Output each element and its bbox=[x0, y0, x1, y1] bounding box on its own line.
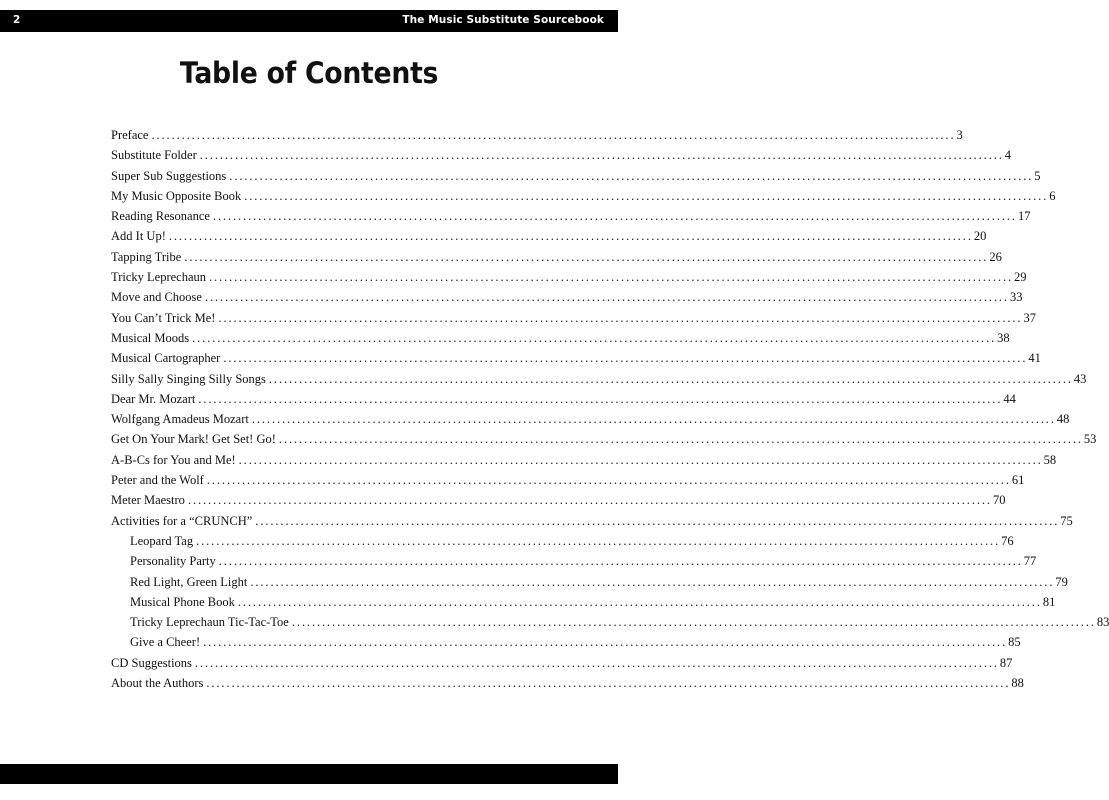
toc-entry[interactable] bbox=[111, 348, 1041, 368]
toc-entry[interactable] bbox=[111, 511, 1073, 531]
dot-leader: ................................................................................................................................................................ bbox=[218, 310, 1023, 325]
footer-bar bbox=[0, 764, 618, 784]
toc-entry[interactable] bbox=[111, 328, 1010, 348]
dot-leader: ................................................................................................................................................................ bbox=[244, 188, 1049, 203]
toc-entry[interactable] bbox=[111, 531, 1014, 551]
toc-entry-label: Give a Cheer! bbox=[130, 635, 201, 650]
toc-entry-page: 33 bbox=[1009, 290, 1023, 305]
dot-leader: ................................................................................................................................................................ bbox=[291, 615, 1096, 630]
toc-entry-label: Super Sub Suggestions bbox=[111, 168, 227, 183]
dot-leader: ................................................................................................................................................................ bbox=[206, 676, 1011, 691]
toc-entry-label: Move and Choose bbox=[111, 290, 202, 305]
toc-entry-label: A-B-Cs for You and Me! bbox=[111, 452, 236, 467]
toc-entry-page: 6 bbox=[1049, 188, 1056, 203]
toc-entry[interactable] bbox=[111, 409, 1070, 429]
toc-entry-page: 81 bbox=[1042, 594, 1056, 609]
table-of-contents bbox=[111, 125, 1109, 693]
toc-entry-label: Leopard Tag bbox=[130, 533, 194, 548]
toc-entry[interactable] bbox=[111, 450, 1057, 470]
header-bar bbox=[0, 10, 618, 32]
toc-entry-label: Wolfgang Amadeus Mozart bbox=[111, 412, 249, 427]
dot-leader: ................................................................................................................................................................ bbox=[194, 655, 999, 670]
toc-entry[interactable] bbox=[111, 572, 1068, 592]
toc-entry[interactable] bbox=[111, 226, 987, 246]
toc-entry[interactable] bbox=[111, 592, 1056, 612]
toc-entry-label: Preface bbox=[111, 128, 149, 142]
toc-entry-page: 20 bbox=[973, 229, 987, 244]
toc-entry-page: 79 bbox=[1055, 574, 1068, 589]
toc-entry-label: Get On Your Mark! Get Set! Go! bbox=[111, 432, 276, 447]
toc-entry[interactable] bbox=[111, 429, 1097, 449]
toc-entry[interactable] bbox=[111, 186, 1056, 206]
toc-entry-page: 58 bbox=[1043, 452, 1057, 467]
toc-entry[interactable] bbox=[111, 166, 1041, 186]
toc-entry-label: Musical Cartographer bbox=[111, 351, 221, 366]
toc-entry-label: My Music Opposite Book bbox=[111, 188, 242, 203]
toc-entry[interactable] bbox=[111, 125, 963, 145]
toc-entry-label: Silly Sally Singing Silly Songs bbox=[111, 371, 266, 386]
toc-entry-page: 4 bbox=[1004, 148, 1012, 163]
dot-leader: ................................................................................................................................................................ bbox=[196, 533, 1001, 548]
toc-entry-label: Substitute Folder bbox=[111, 148, 197, 163]
toc-entry-page: 76 bbox=[1001, 533, 1014, 548]
toc-entry-label: About the Authors bbox=[111, 676, 204, 691]
toc-entry-page: 61 bbox=[1011, 473, 1025, 488]
toc-entry-page: 26 bbox=[989, 249, 1002, 264]
dot-leader: ................................................................................................................................................................ bbox=[238, 452, 1043, 467]
toc-entry-page: 5 bbox=[1034, 168, 1041, 183]
toc-entry-page: 70 bbox=[992, 493, 1006, 508]
toc-entry[interactable] bbox=[111, 612, 1109, 632]
toc-entry-page: 43 bbox=[1073, 371, 1087, 386]
page-number: 2 bbox=[13, 14, 21, 26]
toc-entry-label: Tapping Tribe bbox=[111, 249, 182, 264]
toc-entry-page: 38 bbox=[997, 330, 1010, 345]
toc-entry-page: 53 bbox=[1083, 432, 1097, 447]
toc-entry-page: 87 bbox=[999, 655, 1013, 670]
toc-entry-page: 37 bbox=[1023, 310, 1036, 325]
dot-leader: ................................................................................................................................................................ bbox=[229, 168, 1034, 183]
toc-entry[interactable] bbox=[111, 287, 1023, 307]
toc-entry-label: Peter and the Wolf bbox=[111, 473, 204, 488]
toc-entry-label: Musical Moods bbox=[111, 330, 190, 345]
toc-entry-page: 44 bbox=[1003, 391, 1016, 406]
toc-entry-page: 77 bbox=[1023, 554, 1037, 569]
dot-leader: ................................................................................................................................................................ bbox=[184, 249, 989, 264]
toc-entry[interactable] bbox=[111, 653, 1013, 673]
toc-entry[interactable] bbox=[111, 490, 1006, 510]
toc-entry-label: Activities for a “CRUNCH” bbox=[111, 513, 253, 528]
dot-leader: ................................................................................................................................................................ bbox=[204, 290, 1009, 305]
dot-leader: ................................................................................................................................................................ bbox=[255, 513, 1060, 528]
toc-entry-page: 29 bbox=[1014, 270, 1027, 285]
toc-entry-label: CD Suggestions bbox=[111, 655, 192, 670]
toc-entry-page: 3 bbox=[956, 128, 963, 142]
toc-entry-label: Add It Up! bbox=[111, 229, 166, 244]
toc-entry-label: You Can’t Trick Me! bbox=[111, 310, 216, 325]
toc-entry[interactable] bbox=[111, 673, 1024, 693]
dot-leader: ................................................................................................................................................................ bbox=[250, 574, 1055, 589]
dot-leader: ................................................................................................................................................................ bbox=[223, 351, 1028, 366]
dot-leader: ................................................................................................................................................................ bbox=[199, 148, 1004, 163]
toc-entry-label: Tricky Leprechaun Tic-Tac-Toe bbox=[130, 615, 289, 630]
toc-entry-page: 83 bbox=[1096, 615, 1109, 630]
toc-entry[interactable] bbox=[111, 389, 1016, 409]
toc-entry[interactable] bbox=[111, 470, 1025, 490]
dot-leader: ................................................................................................................................................................ bbox=[206, 473, 1011, 488]
book-title: The Music Substitute Sourcebook bbox=[402, 14, 604, 26]
dot-leader: ................................................................................................................................................................ bbox=[203, 635, 1008, 650]
dot-leader: ................................................................................................................................................................ bbox=[198, 391, 1003, 406]
toc-entry[interactable] bbox=[111, 369, 1087, 389]
toc-entry-page: 88 bbox=[1011, 676, 1024, 691]
dot-leader: ................................................................................................................................................................ bbox=[187, 493, 992, 508]
dot-leader: ................................................................................................................................................................ bbox=[192, 330, 997, 345]
toc-entry[interactable] bbox=[111, 267, 1027, 287]
dot-leader: ................................................................................................................................................................ bbox=[168, 229, 973, 244]
toc-entry[interactable] bbox=[111, 308, 1036, 328]
dot-leader: ................................................................................................................................................................ bbox=[218, 554, 1023, 569]
toc-entry[interactable] bbox=[111, 145, 1012, 165]
toc-entry-page: 17 bbox=[1017, 209, 1031, 224]
toc-entry-label: Musical Phone Book bbox=[130, 594, 235, 609]
dot-leader: ................................................................................................................................................................ bbox=[151, 128, 956, 142]
toc-entry-page: 48 bbox=[1056, 412, 1070, 427]
dot-leader: ................................................................................................................................................................ bbox=[212, 209, 1017, 224]
toc-entry[interactable] bbox=[111, 551, 1037, 571]
dot-leader: ................................................................................................................................................................ bbox=[278, 432, 1083, 447]
page-title: Table of Contents bbox=[179, 56, 439, 90]
toc-entry-label: Reading Resonance bbox=[111, 209, 210, 224]
toc-entry[interactable] bbox=[111, 206, 1031, 226]
toc-entry-label: Red Light, Green Light bbox=[130, 574, 248, 589]
dot-leader: ................................................................................................................................................................ bbox=[209, 270, 1013, 285]
toc-entry-label: Dear Mr. Mozart bbox=[111, 391, 196, 406]
toc-entry-label: Meter Maestro bbox=[111, 493, 185, 508]
toc-entry[interactable] bbox=[111, 632, 1021, 652]
dot-leader: ................................................................................................................................................................ bbox=[237, 594, 1042, 609]
dot-leader: ................................................................................................................................................................ bbox=[251, 412, 1056, 427]
toc-entry-page: 75 bbox=[1060, 513, 1073, 528]
dot-leader: ................................................................................................................................................................ bbox=[268, 371, 1073, 386]
toc-entry-page: 85 bbox=[1008, 635, 1021, 650]
toc-entry[interactable] bbox=[111, 247, 1002, 267]
toc-entry-label: Personality Party bbox=[130, 554, 216, 569]
toc-entry-page: 41 bbox=[1028, 351, 1041, 366]
toc-entry-label: Tricky Leprechaun bbox=[111, 270, 206, 285]
